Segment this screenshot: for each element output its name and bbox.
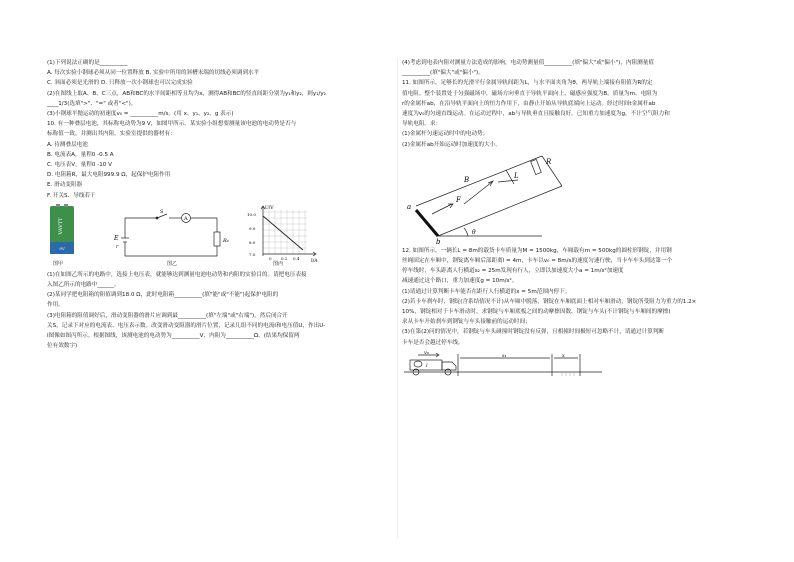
label-a: a: [407, 202, 412, 211]
q12-2-cont: 10%，钢锭相对于卡车滑动时，求钢锭与车厢底板之间的动摩擦因数，钢锭与车头(不计钢锭与车厢间的摩擦): [402, 309, 671, 316]
q11-1: (1)金属杆匀速运动时中的电动势；: [402, 131, 489, 138]
caption-jia: 图甲: [53, 260, 64, 267]
label-theta: θ: [472, 228, 476, 236]
q10-4: (4)考虑到电表内阻对测量方法造成的影响，电动势测量值__________(填"偏大"或"偏小")，内阻测量值: [402, 60, 654, 66]
battery-voltage: 9V: [59, 245, 65, 251]
q12-stem: 12. 如图所示，一辆长L = 8m的载货卡车质量为M = 1500kg，车厢载有m = 500kg的圆柱形钢锭，并用钢: [402, 247, 672, 254]
q12-stem-3: 停车线时，车头距离人行横道s₂ = 25m发现有行人，立即以加速度大小a = 1m/s²加速度: [402, 268, 624, 275]
ytick-9: 9.0: [249, 225, 256, 231]
q10-item-d: D. 电阻箱R，最大电阻999.9 Ω，起保护电阻作用: [47, 172, 171, 179]
battery-brand: VAVTT: [58, 217, 64, 235]
label-b: b: [436, 237, 441, 244]
right-column: [402, 58, 748, 380]
q10-2: (2)某同学把电阻箱的阻值调到18.0 Ω，此时电阻箱__________(填"能"或"不能")起保护电阻的: [47, 292, 279, 299]
label-F: F: [456, 195, 461, 204]
q10-item-c: C. 电压表V，量程0 -10 V: [47, 162, 112, 169]
q10-4-cont: __________(填"偏大"或"偏小")。: [402, 70, 484, 77]
q10-stem: 10. 有一种叠层电池，其标称电动势为9 V，如图甲所示。某实验小组想要测量该电池的电动势是否与: [47, 121, 297, 128]
q11-stem-4: 速度为v₀的匀速直线运动。在运动过程中，ab与导轨垂直且接触良好。已知重力加速度为g，不计空气阻力和: [402, 111, 670, 118]
q10-item-b: B. 电流表A，量程0 -0.5 A: [47, 151, 114, 158]
caption-yi: 图乙: [167, 260, 178, 267]
q10-item-a: A. 待测叠层电池: [47, 141, 88, 148]
q12-2-cont2: 求从卡车开始刹车到钢锭与车头接触前的运动时间；: [402, 319, 531, 326]
label-R: R: [546, 157, 552, 166]
q10-3: (3)电阻箱的阻值调好后，滑动变阻器的滑片应调到最__________(填"左端"或"右端")，然后闭合开: [47, 312, 288, 319]
circuit-E: E: [114, 234, 119, 242]
xtick-04: 0.4: [293, 255, 300, 261]
circuit-R0: R₀: [223, 237, 229, 244]
q12-figure: [402, 350, 748, 380]
q10-3-cont3: 位有效数字): [47, 343, 78, 350]
q10-figures: [47, 204, 392, 266]
incline-diagram: [402, 152, 748, 244]
q9-2: (2)在图线上取A、B、C三点，AB和BC的水平间距相等且均为x，测得AB和BC的竖直间距分别为y₁和y₂，则y₁/y₂: [47, 90, 326, 97]
ytick-8: 8.0: [249, 239, 256, 245]
q10-1: (1)在如图乙所示的电路中，选接上电压表，就能够达到测量电池电动势和内阻的实验目的。请把电压表接: [47, 271, 307, 278]
q9-option-ab: A. 每次实验小钢球必须从同一位置释放 B. 实验中所用的斜槽末端的切线必须调到水平: [47, 70, 260, 77]
q10-2-cont: 作用。: [47, 302, 64, 309]
column-divider: [397, 58, 398, 538]
ytick-10: 10.0: [247, 211, 256, 217]
q12-stem-2: 丝绳固定在车厢中，钢锭离车厢后部距离l = 4m，卡车以v₀ = 8m/s的速度匀速行驶，当卡车车头到达第一个: [402, 258, 673, 265]
q10-3-cont: 关S，记录下对应的电流表、电压表示数。改变滑动变阻器的滑片位置，记录几组不同的电流I和电压值U，作出U-: [47, 322, 326, 329]
graph-ylabel: U/V: [265, 205, 274, 211]
ammeter-A: A: [184, 215, 188, 222]
graph-xlabel: I/A: [311, 258, 318, 264]
label-v0: v₀: [424, 349, 429, 356]
circuit-r: r: [116, 243, 119, 250]
label-x: x: [562, 352, 565, 359]
q12-3-cont: 卡车是否会越过停车线。: [402, 339, 464, 346]
q9-2-cont: ____1/3(选填">"、"=" 或者"<")。: [47, 100, 137, 107]
label-s1: s₁: [502, 352, 507, 359]
q10-item-e: E. 滑动变阻器: [47, 182, 83, 189]
circuit-diagram: [107, 206, 247, 262]
q11-stem: 11. 如图所示，足够长的光滑平行金属导轨间距为L，与水平面夹角为θ，两导轨上端接有阻值为R的定: [402, 80, 653, 87]
xtick-0: 0: [269, 255, 272, 261]
label-L: L: [514, 171, 519, 180]
q10-3-cont2: I图像如图丙所示。根据图线，该测电池的电动势为__________V，内阻为__________Ω。(结果均保留两: [47, 333, 300, 340]
label-l: l: [426, 362, 428, 369]
q11-figure: [402, 152, 748, 244]
truck-diagram: [402, 350, 748, 380]
q10-item-f: F. 开关S、导线若干: [47, 192, 96, 199]
q11-stem-2: 值电阻。整个装置处于匀强磁场中，磁场方向垂直于导轨平面向上，磁感应强度为B。质量为m、电阻为: [402, 90, 658, 97]
q10-1-cont: 入图乙所示的电路中______。: [47, 282, 120, 289]
xtick-02: 0.2: [281, 255, 288, 261]
q12-stem-4: 减速通过这个路口，重力加速度g = 10m/s²。: [402, 278, 518, 285]
q9-3: (3)小钢球平抛运动的初速度v₀ = __________m/s。(用 x、y₁、y₂、g 表示): [47, 111, 234, 118]
q9-option-cd: C. 斜面必须是光滑的 D. 只释放一次小钢球也可以完成实验: [47, 80, 193, 87]
q12-2: (2)若卡车刹车时，钢锭(含系结情况不计)从车厢中脱落，钢锭在车厢底面上相对车厢滑动，钢锭所受阻力为重力的1.2×: [402, 298, 697, 305]
circuit-S: S: [160, 208, 164, 215]
battery-image: [47, 204, 77, 258]
q12-3: (3)在第(2)问的情况中，若钢锭与车头碰撞时钢锭没有反弹，且相撞时间极短可忽略不计，请通过计算判断: [402, 329, 664, 336]
q11-stem-5: 导轨电阻。求：: [402, 121, 442, 128]
q11-stem-3: r的金属杆ab，在沿导轨平面向上的恒力作用下，由静止开始从导轨底端向上运动。经过时间t金属杆ab: [402, 100, 656, 107]
q11-2: (2)金属杆ab开始运动时加速度的大小。: [402, 141, 501, 148]
q9-1: (1)下列说法正确的是__________: [47, 60, 128, 66]
q12-1: (1)请通过计算判断卡车能否在距行人行横道的x = 5m范围内停下；: [402, 288, 571, 295]
ui-graph: [243, 204, 325, 266]
left-column: [47, 58, 392, 351]
caption-bing: 图丙: [273, 260, 284, 267]
ytick-7: 7.0: [249, 251, 256, 257]
label-B: B: [464, 175, 470, 184]
q10-stem-cont: 标称值一致，并测出其内阻，实验室提供的器材有：: [47, 131, 176, 138]
